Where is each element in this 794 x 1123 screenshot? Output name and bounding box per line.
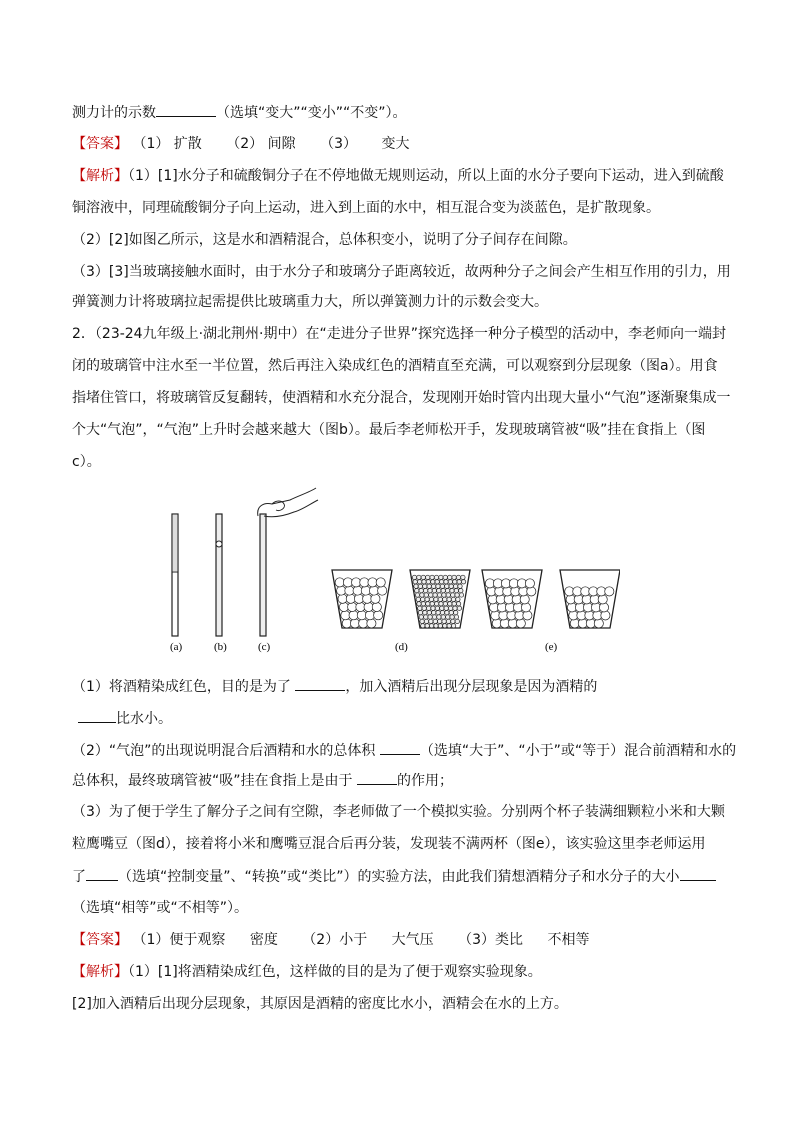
text: （1）[1]水分子和硫酸铜分子在不停地做无规则运动，所以上面的水分子要向下运动，进入到硫酸 bbox=[128, 168, 724, 184]
particle bbox=[594, 619, 603, 628]
particle bbox=[445, 610, 449, 614]
tube-c bbox=[258, 488, 318, 636]
particle bbox=[434, 575, 438, 579]
particle bbox=[446, 615, 450, 619]
particle bbox=[456, 597, 460, 601]
particle bbox=[432, 615, 436, 619]
particle bbox=[437, 593, 441, 597]
answer-line bbox=[72, 134, 722, 154]
question-stem-line: 指堵住管口，将玻璃管反复翻转，使酒精和水充分混合，发现刚开始时管内出现大量小“气泡”逐渐聚集成一 bbox=[72, 390, 731, 406]
analysis-tag: 【解析】 bbox=[72, 168, 128, 184]
particle bbox=[429, 619, 433, 623]
question-stem-line: 闭的玻璃管中注水至一半位置，然后再注入染成红色的酒精直至充满，可以观察到分层现象（图a）。用食 bbox=[72, 358, 718, 374]
particle bbox=[459, 588, 463, 592]
text: （1）[1]将酒精染成红色，这样做的目的是为了便于观察实验现象。 bbox=[128, 964, 542, 980]
particle bbox=[429, 593, 433, 597]
particle bbox=[436, 584, 440, 588]
particle bbox=[339, 602, 348, 611]
particle bbox=[453, 606, 457, 610]
particle bbox=[449, 610, 453, 614]
particle bbox=[442, 593, 446, 597]
particle bbox=[433, 619, 437, 623]
particle bbox=[378, 586, 387, 595]
answer-item: 大气压 bbox=[391, 932, 434, 948]
particle bbox=[421, 575, 425, 579]
particle bbox=[428, 615, 432, 619]
answer-item: （2）小于 bbox=[302, 932, 368, 948]
particle bbox=[438, 624, 442, 628]
particle bbox=[418, 584, 422, 588]
particle bbox=[601, 611, 610, 620]
particle bbox=[352, 578, 361, 587]
particle bbox=[434, 602, 438, 606]
particle bbox=[451, 597, 455, 601]
particle bbox=[360, 578, 369, 587]
particle bbox=[448, 606, 452, 610]
particle bbox=[423, 588, 427, 592]
particle bbox=[443, 602, 447, 606]
cup-e bbox=[482, 570, 542, 628]
particle bbox=[443, 597, 447, 601]
text: （选填“大于”、“小于”或“等于）混合前酒精和水的 bbox=[419, 743, 737, 759]
particle bbox=[438, 619, 442, 623]
particle bbox=[356, 602, 365, 611]
particle bbox=[346, 594, 355, 603]
particle bbox=[605, 587, 614, 596]
particle bbox=[364, 602, 373, 611]
text: （1）将酒精染成红色，目的是为了 bbox=[72, 679, 291, 695]
question-stem-line: c）。 bbox=[72, 454, 101, 470]
analysis-line: （2）[2]如图乙所示，这是水和酒精混合，总体积变小，说明了分子间存在间隙。 bbox=[72, 232, 577, 248]
particle bbox=[413, 580, 417, 584]
particle bbox=[453, 584, 457, 588]
answer-tag: 【答案】 bbox=[72, 932, 128, 948]
question-stem-line: 个大“气泡”，“气泡”上升时会越来越大（图b）。最后李老师松开手，发现玻璃管被“吸”挂在食指上（图 bbox=[72, 422, 706, 438]
particle bbox=[439, 575, 443, 579]
particle bbox=[446, 593, 450, 597]
label-e: (e) bbox=[545, 641, 558, 653]
particle bbox=[414, 584, 418, 588]
particle bbox=[417, 602, 421, 606]
sub-question-3: （3）为了便于学生了解分子之间有空隙，李老师做了一个模拟实验。分别两个杯子装满细颗粒小米和大颗 bbox=[72, 804, 725, 820]
particle bbox=[354, 594, 363, 603]
answer-line bbox=[72, 930, 722, 950]
particle bbox=[345, 586, 354, 595]
text: 测力计的示数 bbox=[72, 105, 156, 121]
particle bbox=[412, 575, 416, 579]
particle bbox=[436, 610, 440, 614]
particle bbox=[418, 610, 422, 614]
answer-blank[interactable] bbox=[357, 770, 397, 785]
particle bbox=[448, 575, 452, 579]
bubble bbox=[216, 541, 222, 547]
particle bbox=[423, 610, 427, 614]
particle bbox=[427, 584, 431, 588]
answer-item: （1）便于观察 bbox=[132, 932, 226, 948]
particle bbox=[374, 611, 383, 620]
particle bbox=[365, 611, 374, 620]
particle bbox=[437, 615, 441, 619]
answer-item: （3） bbox=[320, 136, 357, 152]
particle bbox=[417, 575, 421, 579]
sub-question-1-cont bbox=[72, 708, 722, 729]
particle bbox=[521, 603, 530, 612]
particle bbox=[435, 580, 439, 584]
particle bbox=[523, 611, 532, 620]
particle bbox=[432, 588, 436, 592]
particle bbox=[444, 580, 448, 584]
text: 了 bbox=[72, 869, 86, 885]
particle bbox=[367, 619, 376, 628]
particle bbox=[338, 594, 347, 603]
answer-item: 不相等 bbox=[547, 932, 590, 948]
particle bbox=[440, 610, 444, 614]
particle bbox=[359, 619, 368, 628]
particle bbox=[341, 611, 350, 620]
sub-question-2-cont bbox=[72, 770, 722, 791]
particle bbox=[431, 584, 435, 588]
particle bbox=[429, 624, 433, 628]
label-c: (c) bbox=[258, 641, 271, 653]
particle bbox=[456, 602, 460, 606]
text: ，加入酒精后出现分层现象是因为酒精的 bbox=[345, 679, 598, 695]
particle bbox=[434, 624, 438, 628]
particle bbox=[376, 578, 385, 587]
answer-blank[interactable] bbox=[86, 866, 118, 881]
particle bbox=[372, 602, 381, 611]
particle bbox=[361, 586, 370, 595]
particle bbox=[454, 615, 458, 619]
analysis-line: [2]加入酒精后出现分层现象，其原因是酒精的密度比水小，酒精会在水的上方。 bbox=[72, 996, 568, 1012]
particle bbox=[349, 611, 358, 620]
particle bbox=[445, 588, 449, 592]
cup-d bbox=[332, 570, 392, 628]
particle bbox=[453, 580, 457, 584]
prev-question-tail bbox=[72, 102, 722, 123]
text: 总体积，最终玻璃管被“吸”挂在食指上是由于 bbox=[72, 773, 353, 789]
particle bbox=[441, 615, 445, 619]
particle bbox=[421, 602, 425, 606]
particle bbox=[520, 595, 529, 604]
particle bbox=[426, 580, 430, 584]
particle bbox=[426, 575, 430, 579]
text: （2）“气泡”的出现说明混合后酒精和水的总体积 bbox=[72, 743, 376, 759]
particle bbox=[419, 615, 423, 619]
tube-a bbox=[172, 514, 178, 636]
answer-blank[interactable] bbox=[295, 676, 345, 691]
particle bbox=[426, 606, 430, 610]
particle bbox=[431, 580, 435, 584]
particle bbox=[527, 587, 536, 596]
particle bbox=[430, 575, 434, 579]
particle bbox=[516, 619, 525, 628]
particle bbox=[425, 624, 429, 628]
particle bbox=[421, 597, 425, 601]
particle bbox=[447, 624, 451, 628]
particle bbox=[454, 588, 458, 592]
particle bbox=[449, 584, 453, 588]
analysis-line: （3）[3]当玻璃接触水面时，由于水分子和玻璃分子距离较近，故两种分子之间会产生相互作用的引力，用 bbox=[72, 264, 731, 280]
particle bbox=[452, 575, 456, 579]
particle bbox=[450, 588, 454, 592]
answer-blank[interactable] bbox=[380, 740, 420, 755]
particle bbox=[424, 619, 428, 623]
particle bbox=[455, 619, 459, 623]
particle bbox=[439, 580, 443, 584]
experiment-figure bbox=[160, 482, 620, 654]
particle bbox=[416, 597, 420, 601]
analysis-tag: 【解析】 bbox=[72, 964, 128, 980]
analysis-line bbox=[72, 166, 722, 186]
particle bbox=[420, 593, 424, 597]
particle bbox=[451, 593, 455, 597]
particle bbox=[353, 586, 362, 595]
sub-question-3-cont2 bbox=[72, 866, 722, 887]
particle bbox=[443, 575, 447, 579]
particle bbox=[455, 593, 459, 597]
particle bbox=[348, 602, 357, 611]
answer-item: （3）类比 bbox=[458, 932, 524, 948]
sub-question-3-cont3: （选填“相等”或“不相等”）。 bbox=[72, 900, 249, 916]
particle bbox=[371, 594, 380, 603]
particle bbox=[424, 593, 428, 597]
particle bbox=[368, 578, 377, 587]
particle bbox=[419, 588, 423, 592]
particle bbox=[337, 586, 346, 595]
answer-blank[interactable] bbox=[78, 708, 116, 723]
particle bbox=[599, 603, 608, 612]
particle bbox=[440, 606, 444, 610]
particle bbox=[425, 597, 429, 601]
particle bbox=[457, 580, 461, 584]
particle bbox=[435, 606, 439, 610]
particle bbox=[461, 575, 465, 579]
particle bbox=[363, 594, 372, 603]
label-a: (a) bbox=[170, 641, 183, 653]
particle bbox=[450, 615, 454, 619]
label-b: (b) bbox=[214, 641, 227, 653]
answer-item: 变大 bbox=[381, 136, 410, 152]
analysis-line bbox=[72, 962, 722, 982]
particle bbox=[442, 619, 446, 623]
particle bbox=[434, 597, 438, 601]
particle bbox=[458, 584, 462, 588]
answer-blank[interactable] bbox=[156, 102, 216, 117]
particle bbox=[451, 624, 455, 628]
particle bbox=[445, 584, 449, 588]
cup-e2 bbox=[560, 570, 620, 628]
particle bbox=[426, 602, 430, 606]
particle bbox=[417, 580, 421, 584]
sub-question-2 bbox=[72, 740, 737, 761]
text: （选填“变大”“变小”“不变”）。 bbox=[216, 105, 407, 121]
particle bbox=[432, 610, 436, 614]
particle bbox=[350, 619, 359, 628]
particle bbox=[448, 602, 452, 606]
tube-b bbox=[216, 514, 222, 636]
answer-item: （2） 间隙 bbox=[226, 136, 296, 152]
particle bbox=[456, 575, 460, 579]
particle bbox=[437, 588, 441, 592]
answer-item: （1） 扩散 bbox=[132, 136, 202, 152]
label-d: (d) bbox=[395, 641, 408, 653]
particle bbox=[342, 619, 351, 628]
text: 的作用； bbox=[396, 773, 453, 789]
particle bbox=[418, 606, 422, 610]
particle bbox=[451, 619, 455, 623]
cup-d2 bbox=[410, 570, 470, 628]
answer-blank[interactable] bbox=[680, 866, 716, 881]
particle bbox=[438, 597, 442, 601]
question-stem-line: 2．（23-24九年级上·湖北荆州·期中）在“走进分子世界”探究选择一种分子模型的活动中，李老师向一端封 bbox=[72, 326, 726, 342]
particle bbox=[357, 611, 366, 620]
analysis-line: 铜溶液中，同理硫酸铜分子向上运动，进入到上面的水中，相互混合变为淡蓝色，是扩散现象。 bbox=[72, 200, 660, 216]
particle bbox=[415, 588, 419, 592]
particle bbox=[430, 602, 434, 606]
particle bbox=[420, 619, 424, 623]
particle bbox=[448, 580, 452, 584]
particle bbox=[446, 619, 450, 623]
answer-item: 密度 bbox=[249, 932, 278, 948]
text: 比水小。 bbox=[116, 711, 172, 727]
particle bbox=[452, 602, 456, 606]
particle bbox=[424, 615, 428, 619]
particle bbox=[369, 586, 378, 595]
particle bbox=[431, 606, 435, 610]
particle bbox=[525, 579, 534, 588]
particle bbox=[454, 610, 458, 614]
particle bbox=[335, 578, 344, 587]
particle bbox=[422, 580, 426, 584]
sub-question-1 bbox=[72, 676, 722, 697]
particle bbox=[343, 578, 352, 587]
particle bbox=[429, 597, 433, 601]
particle bbox=[415, 593, 419, 597]
particle bbox=[444, 606, 448, 610]
answer-tag: 【答案】 bbox=[72, 136, 128, 152]
particle bbox=[422, 606, 426, 610]
particle bbox=[428, 588, 432, 592]
particle bbox=[447, 597, 451, 601]
particle bbox=[421, 624, 425, 628]
particle bbox=[423, 584, 427, 588]
sub-question-3-cont: 粒鹰嘴豆（图d），接着将小米和鹰嘴豆混合后再分装，发现装不满两杯（图e），该实验这里李老师运用 bbox=[72, 836, 706, 852]
particle bbox=[459, 593, 463, 597]
text: （选填“控制变量”、“转换”或“类比”）的实验方法，由此我们猜想酒精分子和水分子的大小 bbox=[118, 869, 680, 885]
particle bbox=[433, 593, 437, 597]
particle bbox=[427, 610, 431, 614]
particle bbox=[598, 595, 607, 604]
particle bbox=[457, 606, 461, 610]
particle bbox=[439, 602, 443, 606]
analysis-line: 弹簧测力计将玻璃拉起需提供比玻璃重力大，所以弹簧测力计的示数会变大。 bbox=[72, 294, 548, 310]
particle bbox=[443, 624, 447, 628]
particle bbox=[441, 588, 445, 592]
particle bbox=[461, 580, 465, 584]
particle bbox=[440, 584, 444, 588]
